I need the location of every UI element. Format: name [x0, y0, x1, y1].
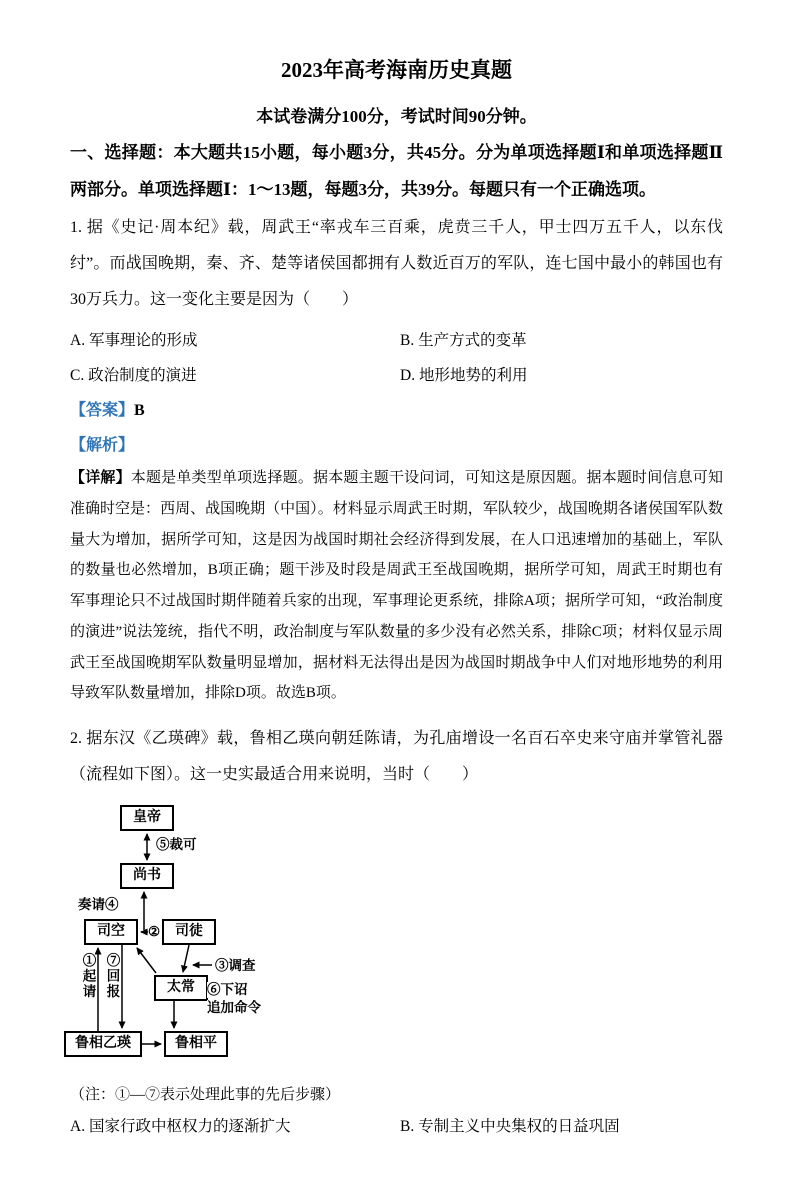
answer-value: B — [134, 402, 145, 420]
q1-option-b: B. 生产方式的变革 — [400, 332, 527, 350]
diagram-node-sikong: 司空 — [84, 919, 138, 945]
q1-options — [70, 328, 723, 385]
q2-options — [70, 1114, 723, 1136]
q2-option-a: A. 国家行政中枢权力的逐渐扩大 — [70, 1118, 291, 1136]
diagram-label-decree-2: 追加命令 — [207, 1000, 261, 1016]
q2-stem: 2. 据东汉《乙瑛碑》载，鲁相乙瑛向朝廷陈请，为孔庙增设一名百石卒史来守庙并掌管礼器（流程如下图）。这一史实最适合用来说明，当时（ ） — [70, 730, 723, 784]
diagram-node-situ: 司徒 — [162, 919, 216, 945]
q2-option-b: B. 专制主义中央集权的日益巩固 — [400, 1118, 620, 1136]
diagram-label-investigate: ③调查 — [215, 958, 256, 974]
q1-analysis-line — [70, 432, 723, 455]
diagram-node-luxiang-ping: 鲁相平 — [164, 1031, 228, 1057]
q2-flowchart — [64, 803, 314, 1075]
diagram-node-luxiang-yiying: 鲁相乙瑛 — [64, 1031, 142, 1057]
diagram-node-shangshu: 尚书 — [120, 863, 174, 889]
section-header: 一、选择题：本大题共15小题，每小题3分，共45分。分为单项选择题Ⅰ和单项选择题Ⅱ两部分。单项选择题Ⅰ：1～13题，每题3分，共39分。每题只有一个正确选项。 — [70, 143, 723, 199]
diagram-label-report: ⑦回报 — [104, 953, 120, 1000]
diagram-label-decree-1: ⑥下诏 — [207, 982, 248, 998]
page-title: 2023年高考海南历史真题 — [281, 58, 512, 82]
diagram-label-step2: ② — [148, 924, 161, 940]
diagram-label-request: ①起请 — [80, 953, 96, 1000]
detail-label: 【详解】 — [70, 470, 131, 487]
q1-stem: 1. 据《史记·周本纪》载，周武王“率戎车三百乘，虎贲三千人，甲士四万五千人，以东伐纣”。而战国晚期，秦、齐、楚等诸侯国都拥有人数近百万的军队，连七国中最小的韩国也有30万兵力。这一变化主要是因为（ ） — [70, 219, 723, 309]
diagram-node-emperor: 皇帝 — [120, 805, 174, 831]
q2-note: （注：①—⑦表示处理此事的先后步骤） — [70, 1087, 341, 1104]
q1-answer-line — [70, 397, 723, 420]
analysis-label: 【解析】 — [70, 437, 135, 455]
q1-option-a: A. 军事理论的形成 — [70, 332, 198, 350]
detail-text: 本题是单类型单项选择题。据本题主题干设问词，可知这是原因题。据本题时间信息可知准确时空是：西周、战国晚期（中国）。材料显示周武王时期，军队较少，战国晚期各诸侯国军队数量大为增加，据所学可知，这是因为战国时期社会经济得到发展，在人口迅速增加的基础上，军队的数量也必然增加，B项正确；题干涉及时段是周武王至战国晚期，据所学可知，周武王时期也有军事理论只不过战国时期伴随着兵家的出现，军事理论更系统，排除A项；据所学可知，“政治制度的演进”说法笼统，指代不明，政治制度与军队数量的多少没有必然关系，排除C项；材料仅显示周武王至战国晚期军队数量明显增加，据材料无法得出是因为战国时期战争中人们对地形地势的利用导致军队数量增加，排除D项。故选B项。 — [70, 470, 723, 702]
q1-option-d: D. 地形地势的利用 — [400, 367, 528, 385]
q1-option-c: C. 政治制度的演进 — [70, 367, 197, 385]
answer-label: 【答案】 — [70, 402, 135, 420]
diagram-node-taichang: 太常 — [154, 975, 208, 1001]
q1-detail — [70, 463, 723, 709]
diagram-label-approve: ⑤裁可 — [156, 837, 197, 853]
exam-info: 本试卷满分100分，考试时间90分钟。 — [256, 107, 537, 126]
diagram-label-memorial: 奏请④ — [78, 897, 119, 913]
